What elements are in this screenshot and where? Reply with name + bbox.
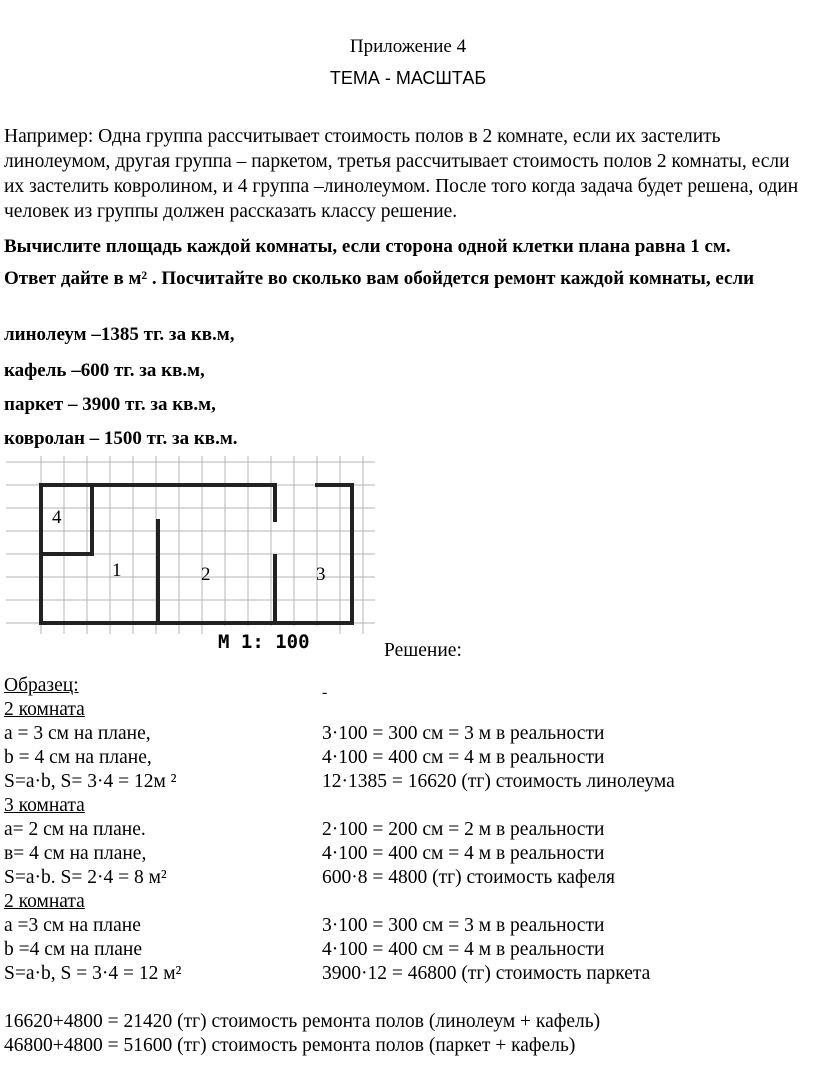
calculation-line: 12·1385 = 16620 (тг) стоимость линолеума <box>322 771 675 792</box>
solution-heading: 3 комната <box>4 795 85 816</box>
solution-heading: 2 комната <box>4 699 85 720</box>
spacer <box>322 890 675 914</box>
plan-grid <box>6 456 375 634</box>
solution-label: Решение: <box>384 640 462 661</box>
calculation-line: 4·100 = 400 см = 4 м в реальности <box>322 747 605 768</box>
solution-left-column <box>4 674 181 986</box>
page-title: ТЕМА - МАСШТАБ <box>329 68 487 88</box>
scale-label: М 1: 100 <box>218 631 310 653</box>
calculation-line: 4·100 = 400 см = 4 м в реальности <box>322 843 605 864</box>
solution-line: S=a·b. S= 2·4 = 8 м² <box>4 867 167 888</box>
solution-line: S=a·b, S = 3·4 = 12 м² <box>4 963 182 984</box>
solution-right-column <box>322 674 675 986</box>
price-linoleum: линолеум –1385 тг. за кв.м, <box>4 324 235 345</box>
price-tile: кафель –600 тг. за кв.м, <box>4 360 205 381</box>
room-label-1: 1 <box>112 560 122 581</box>
calculation-line: 3·100 = 300 см = 3 м в реальности <box>322 915 605 936</box>
solution-line: в= 4 см на плане, <box>4 843 147 864</box>
calculation-line: 600·8 = 4800 (тг) стоимость кафеля <box>322 867 615 888</box>
solution-dash: - <box>322 684 328 701</box>
calculation-line: 2·100 = 200 см = 2 м в реальности <box>322 819 605 840</box>
solution-heading: 2 комната <box>4 891 85 912</box>
spacer <box>322 674 675 698</box>
price-carpet: ковролан – 1500 тг. за кв.м. <box>4 428 238 449</box>
appendix-label: Приложение 4 <box>349 36 467 57</box>
room-label-2: 2 <box>201 564 211 585</box>
room-label-3: 3 <box>316 564 326 585</box>
total-line-2: 46800+4800 = 51600 (тг) стоимость ремонта полов (паркет + кафель) <box>4 1035 576 1056</box>
spacer <box>322 698 675 722</box>
solution-line: a = 3 см на плане, <box>4 723 151 744</box>
solution-heading: Образец: <box>4 675 79 696</box>
spacer <box>322 794 675 818</box>
floor-plan <box>0 456 380 656</box>
solution-line: b = 4 см на плане, <box>4 747 152 768</box>
calculation-line: 3900·12 = 46800 (тг) стоимость паркета <box>322 963 651 984</box>
task-line-2: Ответ дайте в м² . Посчитайте во сколько вам обойдется ремонт каждой комнаты, если <box>4 268 755 289</box>
price-parquet: паркет – 3900 тг. за кв.м, <box>4 394 216 415</box>
intro-paragraph: Например: Одна группа рассчитывает стоимость полов в 2 комнате, если их застелить линолеумом, другая группа – паркетом, третья рассчитывает стоимость полов 2 комнаты, если их застелить ковролином, и 4 группа –линолеумом. После того когда задача будет решена, один человек из группы должен рассказать классу решение. <box>4 126 799 222</box>
solution-line: a= 2 см на плане. <box>4 819 146 840</box>
room-label-4: 4 <box>52 507 62 528</box>
calculation-line: 4·100 = 400 см = 4 м в реальности <box>322 939 605 960</box>
total-line-1: 16620+4800 = 21420 (тг) стоимость ремонта полов (линолеум + кафель) <box>4 1011 601 1032</box>
task-line-1: Вычислите площадь каждой комнаты, если сторона одной клетки плана равна 1 см. <box>4 236 731 257</box>
solution-line: b =4 см на плане <box>4 939 142 960</box>
solution-line: a =3 см на плане <box>4 915 141 936</box>
solution-line: S=a·b, S= 3·4 = 12м ² <box>4 771 177 792</box>
calculation-line: 3·100 = 300 см = 3 м в реальности <box>322 723 605 744</box>
